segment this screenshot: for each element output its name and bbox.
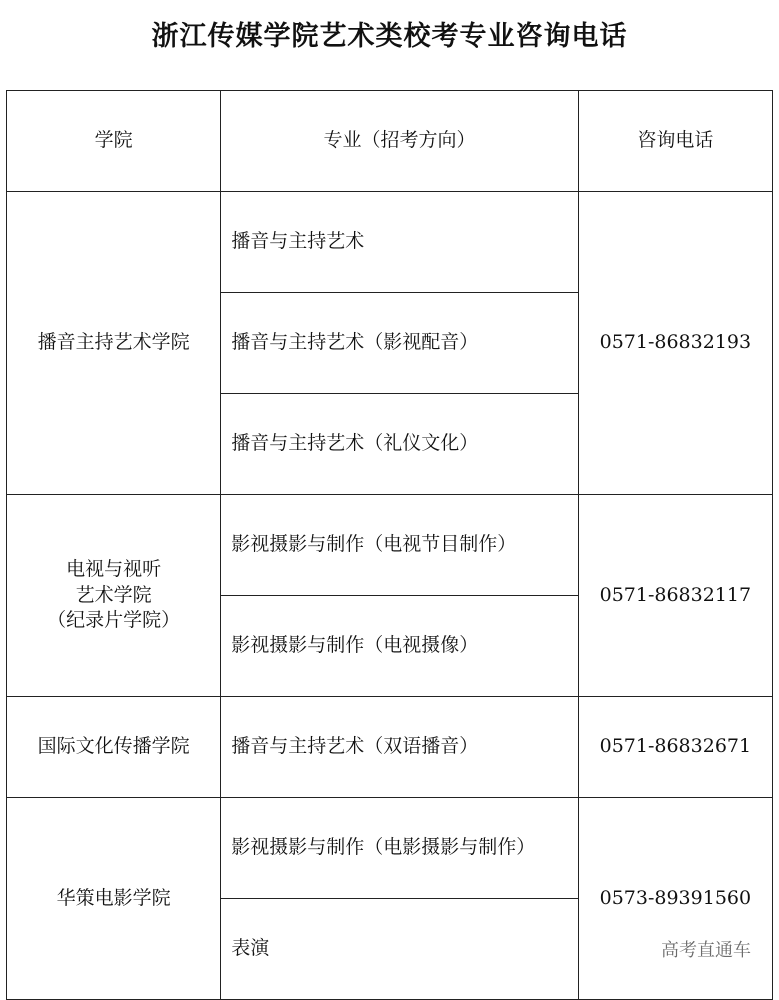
- college-cell: 播音主持艺术学院: [7, 192, 221, 495]
- major-cell: 播音与主持艺术（影视配音）: [221, 293, 578, 394]
- major-cell: 播音与主持艺术（礼仪文化）: [221, 394, 578, 495]
- major-cell: 播音与主持艺术: [221, 192, 578, 293]
- phone-cell: 0571-86832193: [578, 192, 772, 495]
- college-line: 艺术学院: [75, 583, 152, 606]
- major-cell: 影视摄影与制作（电视摄像）: [221, 596, 578, 697]
- header-phone: 咨询电话: [578, 91, 772, 192]
- major-cell: 影视摄影与制作（电影摄影与制作）: [221, 798, 578, 899]
- phone-cell: 0571-86832671: [578, 697, 772, 798]
- college-cell: 国际文化传播学院: [7, 697, 221, 798]
- major-cell: 播音与主持艺术（双语播音）: [221, 697, 578, 798]
- header-college: 学院: [7, 91, 221, 192]
- phone-cell: 0571-86832117: [578, 495, 772, 697]
- college-cell: 华策电影学院: [7, 798, 221, 1000]
- college-line: （纪录片学院）: [47, 609, 181, 632]
- table-header-row: [7, 91, 773, 192]
- table-row: [7, 697, 773, 798]
- page-title: 浙江传媒学院艺术类校考专业咨询电话: [151, 21, 628, 52]
- table-row: [7, 192, 773, 293]
- header-major: 专业（招考方向）: [221, 91, 578, 192]
- watermark: 高考直通车: [661, 940, 751, 961]
- table-row: [7, 798, 773, 899]
- college-cell: [7, 495, 221, 697]
- major-cell: 表演: [221, 899, 578, 1000]
- consultation-table: [6, 90, 773, 1000]
- table-row: [7, 495, 773, 596]
- college-line: 电视与视听: [66, 558, 162, 581]
- major-cell: 影视摄影与制作（电视节目制作）: [221, 495, 578, 596]
- phone-cell: 0573-89391560: [578, 798, 772, 1000]
